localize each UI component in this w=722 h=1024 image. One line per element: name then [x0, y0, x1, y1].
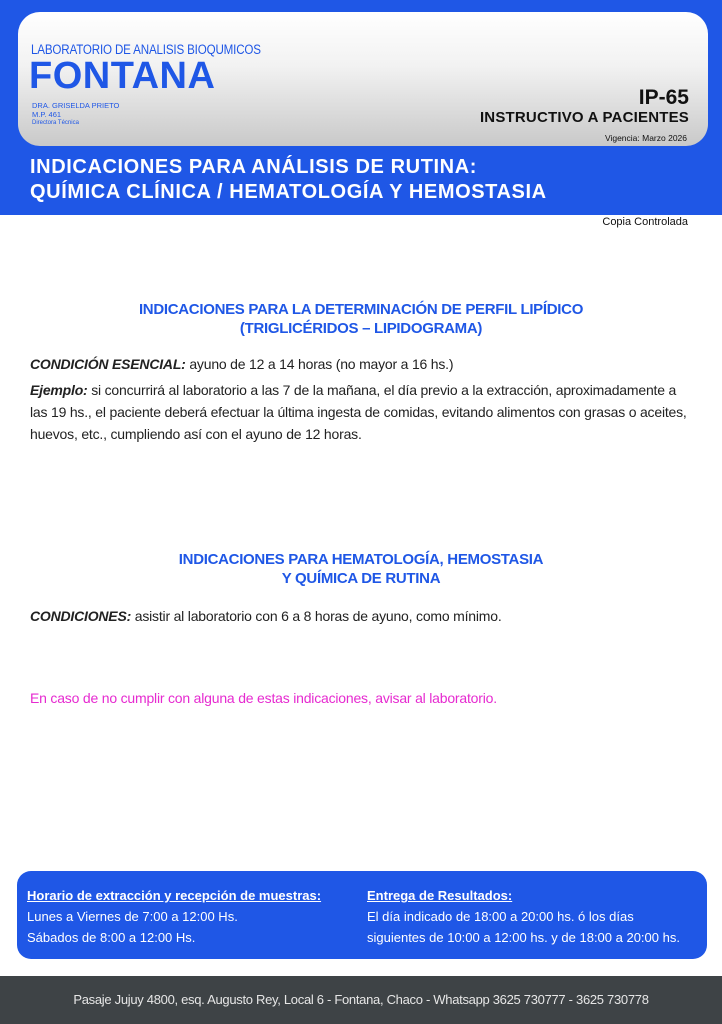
results-heading: Entrega de Resultados: — [367, 888, 513, 903]
section-lipid-title — [0, 300, 722, 338]
hours-column — [27, 885, 321, 948]
page-title-line1: INDICACIONES PARA ANÁLISIS DE RUTINA: — [30, 156, 478, 178]
lipid-condition — [30, 353, 695, 375]
lipid-example-label: Ejemplo: — [30, 382, 88, 398]
document-type: INSTRUCTIVO A PACIENTES — [479, 109, 689, 126]
hematology-condition-label: CONDICIONES: — [30, 608, 132, 624]
results-column — [367, 885, 680, 948]
footer-address: Pasaje Jujuy 4800, esq. Augusto Rey, Local 6 - Fontana, Chaco - Whatsapp 3625 730777 - 3625 730778 — [0, 976, 722, 1024]
warning-note: En caso de no cumplir con alguna de estas indicaciones, avisar al laboratorio. — [30, 690, 497, 706]
hematology-condition-text: asistir al laboratorio con 6 a 8 horas de ayuno, como mínimo. — [131, 608, 502, 624]
hours-heading: Horario de extracción y recepción de muestras: — [27, 888, 322, 903]
hours-line-saturday: Sábados de 8:00 a 12:00 Hs. — [27, 930, 196, 945]
hours-line-weekdays: Lunes a Viernes de 7:00 a 12:00 Hs. — [27, 909, 238, 924]
director-mp: M.P. 461 — [32, 110, 62, 119]
lipid-example-text: si concurrirá al laboratorio a las 7 de la mañana, el día previo a la extracción, aproximadamente a las 19 hs., el paciente deberá efectuar la última ingesta de comidas, evitando alimentos con grasas o aceites, huevos, etc., cumpliendo así con el ayuno de 12 horas. — [30, 382, 687, 442]
section-hematology-title-line1: INDICACIONES PARA HEMATOLOGÍA, HEMOSTASIA — [178, 551, 544, 568]
director-name: DRA. GRISELDA PRIETO — [32, 101, 120, 110]
lipid-condition-label: CONDICIÓN ESENCIAL: — [30, 356, 186, 372]
schedule-box — [17, 871, 707, 959]
page-title-line2: QUÍMICA CLÍNICA / HEMATOLOGÍA Y HEMOSTASIA — [30, 181, 547, 203]
section-lipid-title-line1: INDICACIONES PARA LA DETERMINACIÓN DE PERFIL LIPÍDICO — [138, 301, 584, 318]
section-hematology-title — [0, 550, 722, 588]
brand-logo-text: FONTANA — [29, 55, 216, 97]
page-title — [30, 155, 547, 205]
section-hematology-title-line2: Y QUÍMICA DE RUTINA — [281, 570, 441, 587]
controlled-copy-label: Copia Controlada — [602, 216, 688, 228]
document-code: IP-65 — [638, 86, 689, 109]
results-line2: siguientes de 10:00 a 12:00 hs. y de 18:00 a 20:00 hs. — [367, 930, 680, 945]
validity-date: Vigencia: Marzo 2026 — [604, 133, 687, 143]
lab-name: LABORATORIO DE ANALISIS BIOQUMICOS — [31, 42, 261, 57]
director-info — [32, 101, 119, 128]
hematology-condition — [30, 605, 695, 627]
section-lipid-title-line2: (TRIGLICÉRIDOS – LIPIDOGRAMA) — [239, 320, 483, 337]
lipid-example — [30, 379, 695, 445]
results-line1: El día indicado de 18:00 a 20:00 hs. ó los días — [367, 909, 634, 924]
director-role: Directora Técnica — [32, 120, 79, 126]
lipid-condition-text: ayuno de 12 a 14 horas (no mayor a 16 hs.) — [185, 356, 454, 372]
